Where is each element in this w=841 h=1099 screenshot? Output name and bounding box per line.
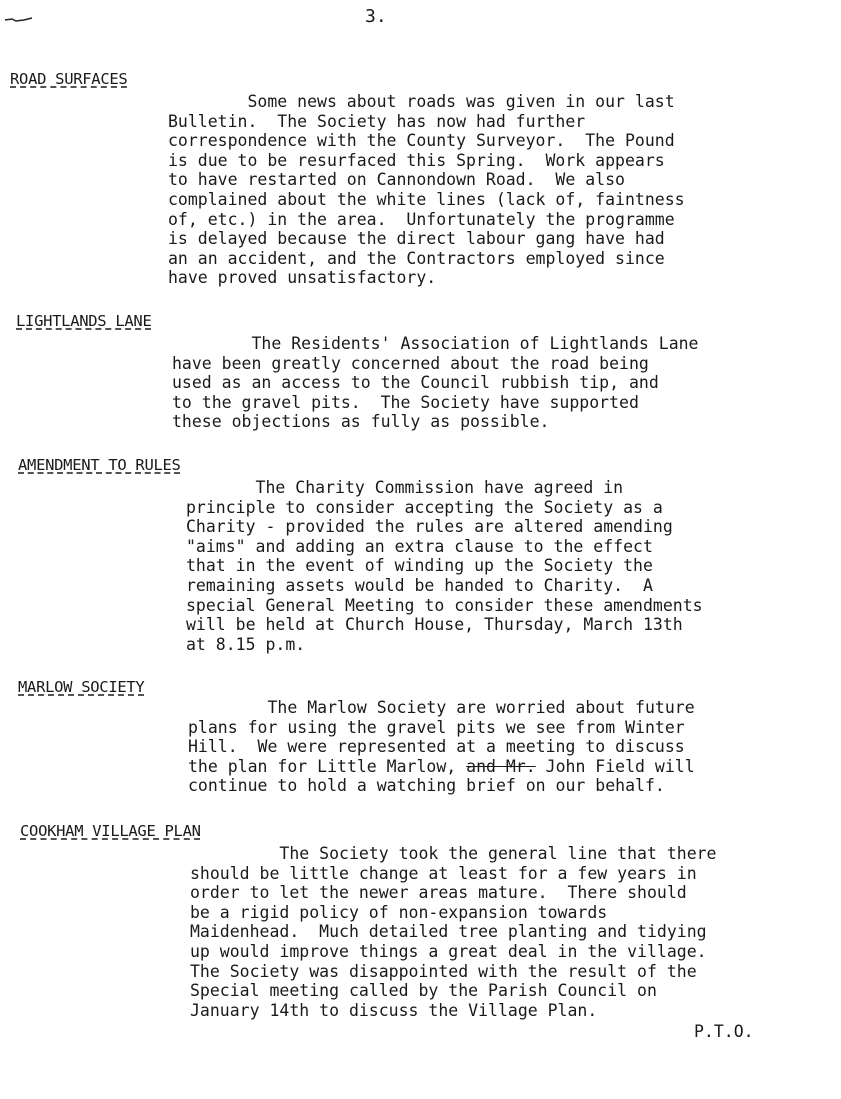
text-line: at 8.15 p.m. xyxy=(186,634,306,654)
text-line: The Society was disappointed with the result of the xyxy=(190,961,697,981)
text-line: of, etc.) in the area. Unfortunately the programme xyxy=(168,209,675,229)
text-line: these objections as fully as possible. xyxy=(172,412,550,432)
text-line: January 14th to discuss the Village Plan. xyxy=(190,1000,598,1020)
text-line-with-strikethrough xyxy=(188,757,695,777)
text-before-strike: the plan for Little Marlow, xyxy=(188,756,467,776)
heading-marlow-society: MARLOW SOCIETY xyxy=(18,678,145,696)
heading-amendment-to-rules: AMENDMENT TO RULES xyxy=(18,456,181,474)
paragraph-marlow-society xyxy=(188,698,695,796)
text-line: used as an access to the Council rubbish tip, and xyxy=(172,373,659,393)
text-line: special General Meeting to consider these amendments xyxy=(186,595,703,615)
text-line: is due to be resurfaced this Spring. Work appears xyxy=(168,150,665,170)
text-line: The Charity Commission have agreed in xyxy=(186,478,624,497)
text-line: to the gravel pits. The Society have supported xyxy=(172,392,639,412)
text-line: will be held at Church House, Thursday, March 13th xyxy=(186,615,683,635)
text-line: Bulletin. The Society has now had further xyxy=(168,111,586,131)
text-line: be a rigid policy of non-expansion towards xyxy=(190,902,608,922)
text-line: have proved unsatisfactory. xyxy=(168,268,437,288)
pto-footer: P.T.O. xyxy=(694,1022,754,1041)
text-line: an an accident, and the Contractors employed since xyxy=(168,248,665,268)
text-line: plans for using the gravel pits we see from Winter xyxy=(188,717,685,737)
text-line: is delayed because the direct labour gang have had xyxy=(168,229,665,249)
text-line: The Society took the general line that there xyxy=(190,844,717,863)
text-line: remaining assets would be handed to Charity. A xyxy=(186,575,653,595)
corner-scribble-mark xyxy=(4,16,34,22)
text-line: have been greatly concerned about the road being xyxy=(172,353,649,373)
text-line: Maidenhead. Much detailed tree planting and tidying xyxy=(190,922,707,942)
paragraph-lightlands-lane xyxy=(172,334,699,432)
text-line: complained about the white lines (lack of, faintness xyxy=(168,189,685,209)
text-after-strike: John Field will xyxy=(535,756,695,776)
text-line: Special meeting called by the Parish Council on xyxy=(190,981,657,1001)
struck-out-text: and Mr. xyxy=(466,756,536,776)
heading-cookham-village-plan: COOKHAM VILLAGE PLAN xyxy=(20,822,201,840)
text-line: correspondence with the County Surveyor. The Pound xyxy=(168,131,675,151)
heading-lightlands-lane: LIGHTLANDS LANE xyxy=(16,312,152,330)
text-line: The Residents' Association of Lightlands Lane xyxy=(172,334,699,353)
page-number: 3. xyxy=(365,6,387,27)
paragraph-amendment-to-rules xyxy=(186,478,703,654)
paragraph-road-surfaces xyxy=(168,92,685,288)
paragraph-cookham-village-plan xyxy=(190,844,717,1020)
text-line: "aims" and adding an extra clause to the effect xyxy=(186,536,653,556)
text-line: Some news about roads was given in our last xyxy=(168,92,675,111)
text-line: up would improve things a great deal in the village. xyxy=(190,941,707,961)
text-line: principle to consider accepting the Society as a xyxy=(186,497,663,517)
text-line: Hill. We were represented at a meeting to discuss xyxy=(188,737,685,757)
text-line: that in the event of winding up the Society the xyxy=(186,556,653,576)
text-line: to have restarted on Cannondown Road. We also xyxy=(168,170,625,190)
text-line: order to let the newer areas mature. There should xyxy=(190,883,687,903)
text-line: should be little change at least for a few years in xyxy=(190,863,697,883)
text-line: The Marlow Society are worried about future xyxy=(188,698,695,717)
text-line: continue to hold a watching brief on our behalf. xyxy=(188,776,665,796)
heading-road-surfaces: ROAD SURFACES xyxy=(10,70,128,88)
text-line: Charity - provided the rules are altered amending xyxy=(186,517,673,537)
